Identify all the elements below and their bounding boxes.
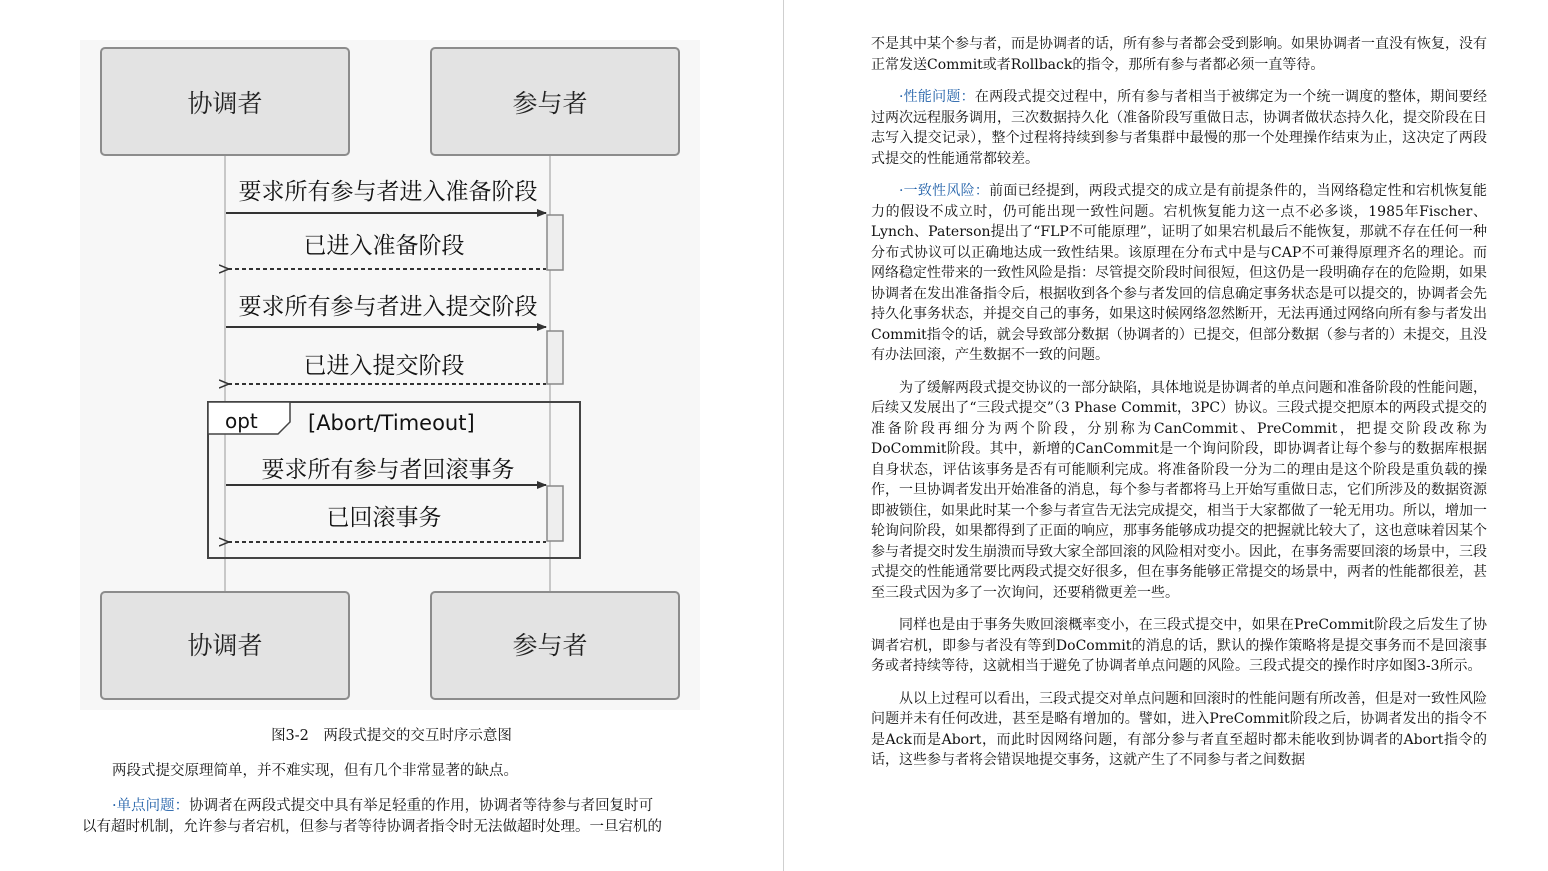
single-point-line2: 以有超时机制，允许参与者宕机，但参与者等待协调者指令时无法做超时处理。一旦宕机的 [82,819,662,835]
coordinator-box-bottom [101,592,349,699]
figure-caption: 图3-2 两段式提交的交互时序示意图 [271,728,512,744]
message-rollback-ack: 已回滚事务 [326,505,442,531]
message-commit-request: 要求所有参与者进入提交阶段 [238,294,538,320]
performance-paragraph [871,87,1487,169]
single-point-text1: 协调者在两段式提交中具有举足轻重的作用，协调者等待参与者回复时可 [189,798,654,814]
participant-label-top: 参与者 [512,89,588,118]
message-rollback-request: 要求所有参与者回滚事务 [261,457,515,483]
coordinator-label-top: 协调者 [187,89,263,118]
three-phase-paragraph: 为了缓解两段式提交协议的一部分缺陷，具体地说是协调者的单点问题和准备阶段的性能问题，后续又发展出了“三段式提交”（3 Phase Commit，3PC）协议。三段式提交把原本的两段式提交的准备阶段再细分为两个阶段，分别称为CanCommit、PreCommit，把提交阶段改称为DoCommit阶段。其中，新增的CanCommit是一个询问阶段，即协调者让每个参与的数据库根据自身状态，评估该事务是否有可能顺利完成。将准备阶段一分为二的理由是这个阶段是重负载的操作，一旦协调者发出开始准备的消息，每个参与者都将马上开始写重做日志，它们所涉及的数据资源即被锁住，如果此时某一个参与者宣告无法完成提交，相当于大家都做了一轮无用功。所以，增加一轮询问阶段，如果都得到了正面的响应，那事务能够成功提交的把握就比较大了，这也意味着因某个参与者提交时发生崩溃而导致大家全部回滚的风险相对变小。因此，在事务需要回滚的场景中，三段式提交的性能通常要比两段式提交好很多，但在事务能够正常提交的场景中，两者的性能都很差，甚至三段式因为多了一次询问，还要稍微更差一些。 [871,379,1487,601]
participant-box-bottom [431,592,679,699]
activation-prepare [547,215,563,270]
right-page [784,0,1548,871]
participant-box-top [431,48,679,155]
message-commit-ack: 已进入提交阶段 [303,353,465,379]
consistency-paragraph [871,181,1487,366]
single-point-bullet: ·单点问题： [112,798,190,814]
conclusion-paragraph: 从以上过程可以看出，三段式提交对单点问题和回滚时的性能问题有所改善，但是对一致性风险问题并未有任何改进，甚至是略有增加的。譬如，进入PreCommit阶段之后，协调者发出的指令不是Ack而是Abort，而此时因网络问题，有部分参与者直至超时都未能收到协调者的Abort指令的话，这些参与者将会错误地提交事务，这就产生了不同参与者之间数据 [871,690,1487,768]
opt-condition: [Abort/Timeout] [308,411,475,435]
right-page-text [871,34,1487,783]
message-prepare-request: 要求所有参与者进入准备阶段 [238,179,538,205]
intro-paragraph: 两段式提交原理简单，并不难实现，但有几个非常显著的缺点。 [112,763,518,779]
performance-text: 在两段式提交过程中，所有参与者相当于被绑定为一个统一调度的整体，期间要经过两次远程服务调用，三次数据持久化（准备阶段写重做日志，协调者做状态持久化，提交阶段在日志写入提交记录），整个过程将持续到参与者集群中最慢的那一个处理操作结束为止，这决定了两段式提交的性能通常都较差。 [871,89,1488,167]
single-point-line1 [112,796,712,817]
coordinator-box-top [101,48,349,155]
coordinator-label-bottom: 协调者 [187,631,263,660]
participant-label-bottom: 参与者 [512,631,588,660]
sequence-diagram [80,40,700,710]
message-prepare-ack: 已进入准备阶段 [303,233,465,259]
consistency-text: 前面已经提到，两段式提交的成立是有前提条件的，当网络稳定性和宕机恢复能力的假设不成立时，仍可能出现一致性问题。宕机恢复能力这一点不必多谈，1985年Fischer、Lynch、Paterson提出了“FLP不可能原理”，证明了如果宕机最后不能恢复，那就不存在任何一种分布式协议可以正确地达成一致性结果。该原理在分布式中是与CAP不可兼得原理齐名的理论。而网络稳定性带来的一致性风险是指：尽管提交阶段时间很短，但这仍是一段明确存在的危险期，如果协调者在发出准备指令后，根据收到各个参与者发回的信息确定事务状态是可以提交的，协调者会先持久化事务状态，并提交自己的事务，如果这时候网络忽然断开，无法再通过网络向所有参与者发出Commit指令的话，就会导致部分数据（协调者的）已提交，但部分数据（参与者的）未提交，且没有办法回滚，产生数据不一致的问题。 [871,183,1488,363]
activation-rollback [547,486,563,541]
opt-tag: opt [225,409,258,433]
consistency-bullet: ·一致性风险： [899,183,990,199]
precommit-paragraph: 同样也是由于事务失败回滚概率变小，在三段式提交中，如果在PreCommit阶段之后发生了协调者宕机，即参与者没有等到DoCommit的消息的话，默认的操作策略将是提交事务而不是回滚事务或者持续等待，这就相当于避免了协调者单点问题的风险。三段式提交的操作时序如图3-3所示。 [871,617,1487,674]
activation-commit [547,331,563,384]
paragraph-continuation: 不是其中某个参与者，而是协调者的话，所有参与者都会受到影响。如果协调者一直没有恢复，没有正常发送Commit或者Rollback的指令，那所有参与者都必须一直等待。 [871,36,1487,73]
sequence-diagram-svg [80,40,700,710]
performance-bullet: ·性能问题： [899,89,975,105]
